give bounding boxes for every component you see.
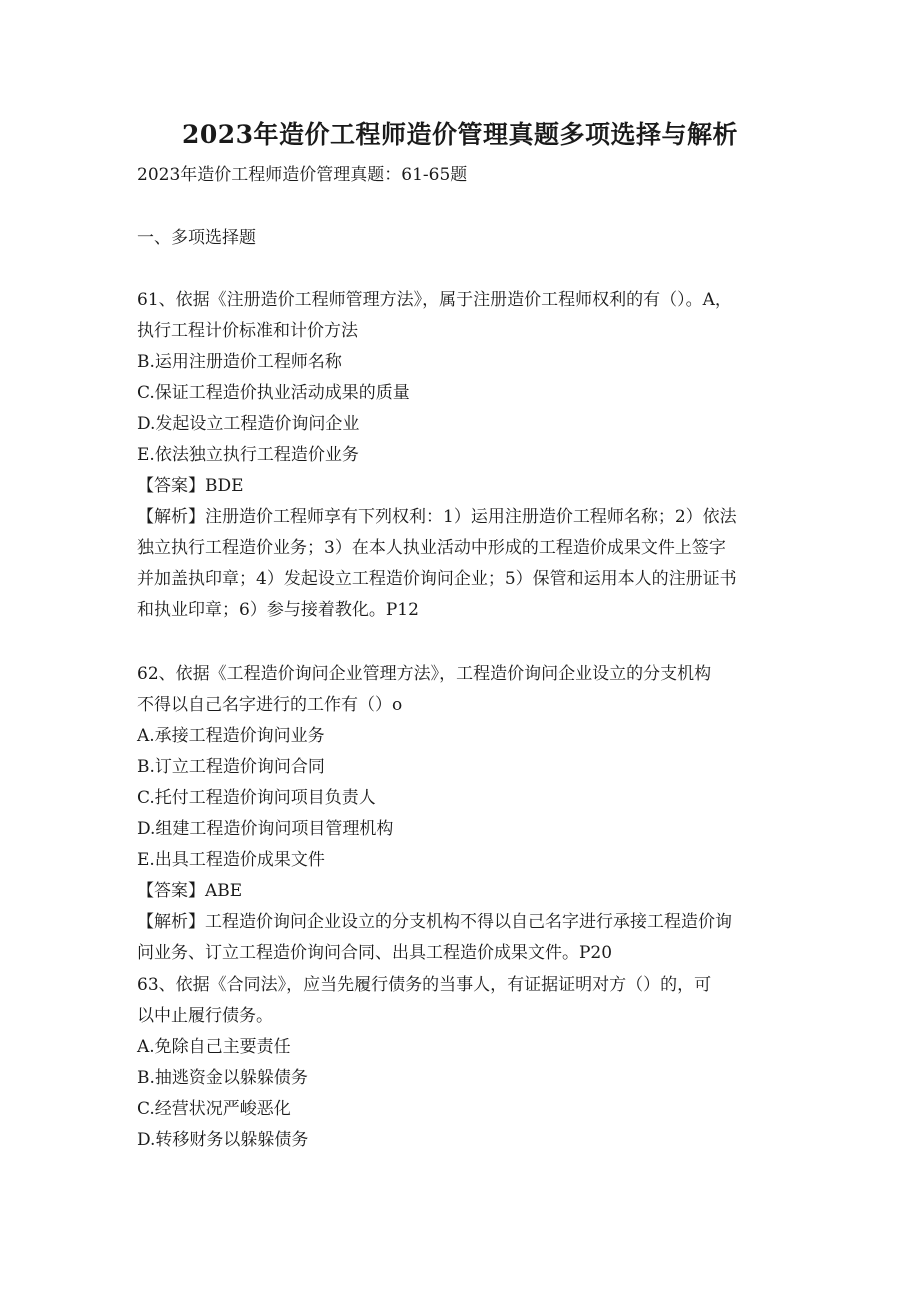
analysis-line: 和执业印章；6）参与接着教化。P12 <box>137 600 419 620</box>
option-a: A.承接工程造价询问业务 <box>137 726 325 746</box>
option-c: C.保证工程造价执业活动成果的质量 <box>137 383 410 403</box>
question-stem-line: 以中止履行债务。 <box>137 1006 273 1026</box>
analysis-line: 独立执行工程造价业务；3）在本人执业活动中形成的工程造价成果文件上签字 <box>137 538 726 558</box>
option-b: B.订立工程造价询问合同 <box>137 757 325 777</box>
question-61 <box>137 285 787 626</box>
page-title: 2023年造价工程师造价管理真题多项选择与解析 <box>181 120 739 149</box>
option-c: C.托付工程造价询问项目负责人 <box>137 788 376 808</box>
question-63 <box>137 970 787 1156</box>
option-d: D.发起设立工程造价询问企业 <box>137 414 360 434</box>
analysis-line: 【解析】工程造价询问企业设立的分支机构不得以自己名字进行承接工程造价询 <box>137 912 732 932</box>
option-c: C.经营状况严峻恶化 <box>137 1099 291 1119</box>
answer-line: 【答案】BDE <box>137 476 244 496</box>
option-a: A.免除自己主要责任 <box>137 1037 291 1057</box>
option-e: E.依法独立执行工程造价业务 <box>137 445 359 465</box>
option-e: E.出具工程造价成果文件 <box>137 850 325 870</box>
analysis-line: 问业务、订立工程造价询问合同、出具工程造价成果文件。P20 <box>137 943 613 963</box>
option-d: D.转移财务以躲躲债务 <box>137 1130 309 1150</box>
question-stem-line: 不得以自己名字进行的工作有（）o <box>137 695 403 715</box>
question-stem-line: 63、依据《合同法》，应当先履行债务的当事人，有证据证明对方（）的，可 <box>137 975 712 995</box>
section-heading: 一、多项选择题 <box>137 228 256 248</box>
question-62 <box>137 659 787 969</box>
question-stem-line: 61、依据《注册造价工程师管理方法》，属于注册造价工程师权利的有（）。A， <box>137 290 732 310</box>
question-stem-line: 62、依据《工程造价询问企业管理方法》，工程造价询问企业设立的分支机构 <box>137 664 712 684</box>
answer-line: 【答案】ABE <box>137 881 243 901</box>
analysis-line: 【解析】注册造价工程师享有下列权利：1）运用注册造价工程师名称；2）依法 <box>137 507 737 527</box>
option-d: D.组建工程造价询问项目管理机构 <box>137 819 394 839</box>
option-b: B.运用注册造价工程师名称 <box>137 352 342 372</box>
page-subtitle: 2023年造价工程师造价管理真题：61-65题 <box>137 165 468 185</box>
option-b: B.抽逃资金以躲躲债务 <box>137 1068 308 1088</box>
analysis-line: 并加盖执印章；4）发起设立工程造价询问企业；5）保管和运用本人的注册证书 <box>137 569 737 589</box>
question-stem-line: 执行工程计价标准和计价方法 <box>137 321 358 341</box>
